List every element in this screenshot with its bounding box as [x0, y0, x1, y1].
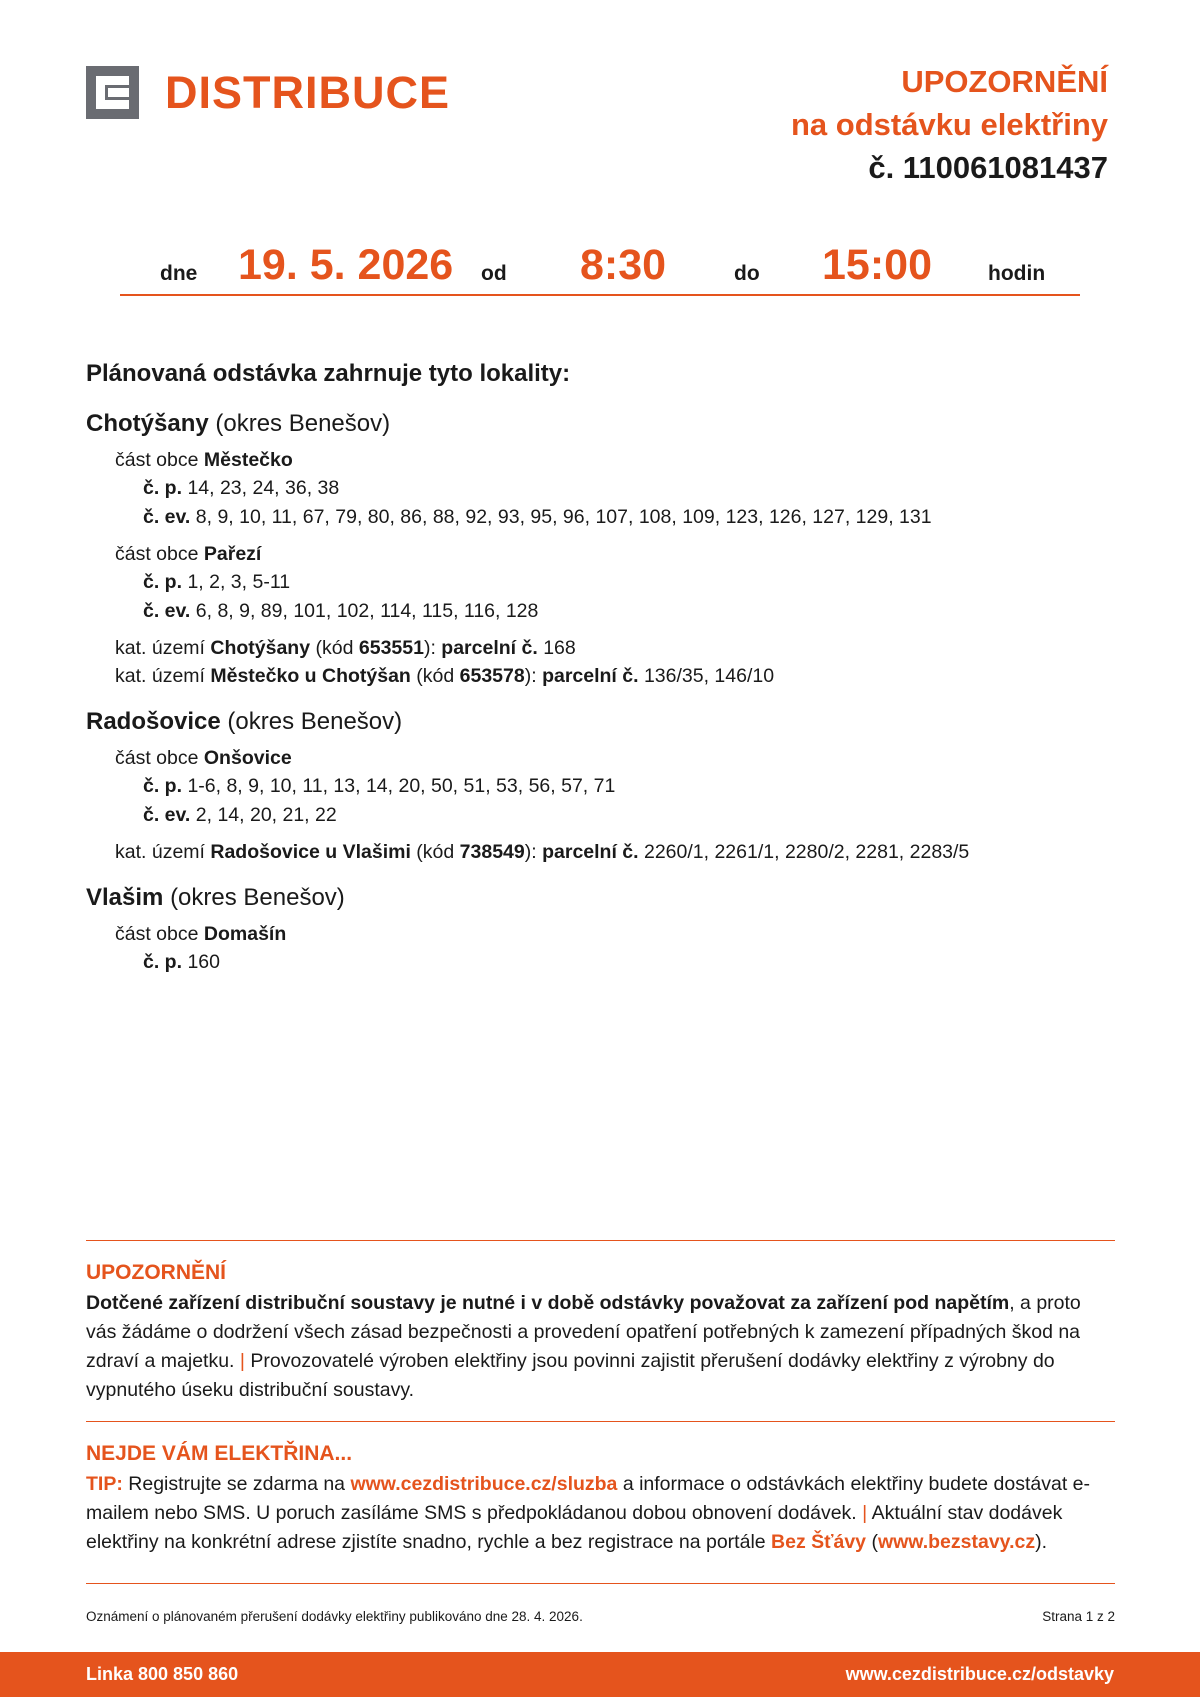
part-name: Pařezí	[203, 543, 262, 565]
locality-district: (okres Benešov)	[227, 708, 403, 735]
dne-label: dne	[160, 262, 198, 285]
cadastral-line: kat. území Radošovice u Vlašimi (kód 738549): parcelní č. 2260/1, 2261/1, 2280/2, 2281, 2283/5	[115, 841, 970, 863]
hodin-label: hodin	[988, 262, 1046, 285]
title-line-2: na odstávku elektřiny	[790, 107, 1108, 142]
start-time: 8:30	[580, 241, 667, 289]
page-number: Strana 1 z 2	[1042, 1609, 1115, 1624]
tip-text: TIP: Registrujte se zdarma na www.cezdistribuce.cz/sluzba a informace o odstávkách elektřiny budete dostávat e-mailem nebo SMS. U poruch zasíláme SMS s předpokládanou dobou obnovení dodávek. | Aktuální stav dodávek elektřiny na konkrétní adrese zjistíte snadno, rychle a bez registrace na portále Bez Šťávy (www.bezstavy.cz).	[86, 1473, 1091, 1553]
locality-name: Vlašim	[86, 884, 164, 911]
do-label: do	[734, 262, 760, 285]
divider	[86, 1421, 1115, 1422]
locality-name: Chotýšany	[86, 410, 209, 437]
cez-logo-icon	[86, 66, 139, 119]
footer-bar	[0, 1652, 1200, 1697]
notice-number: č. 110061081437	[868, 150, 1108, 185]
part-line: část obce Onšovice	[115, 747, 292, 769]
section-heading: Plánovaná odstávka zahrnuje tyto lokality:	[86, 360, 571, 387]
locality-district: (okres Benešov)	[170, 884, 345, 911]
portal-name: Bez Šťávy	[771, 1531, 867, 1553]
title-line-1: UPOZORNĚNÍ	[901, 64, 1108, 99]
footnote	[86, 1609, 1115, 1624]
divider	[86, 1240, 1115, 1241]
warning-title: UPOZORNĚNÍ	[86, 1261, 227, 1284]
od-label: od	[481, 262, 507, 285]
part-line: část obce Pařezí	[115, 543, 262, 565]
cadastral-line: kat. území Městečko u Chotýšan (kód 653578): parcelní č. 136/35, 146/10	[115, 665, 775, 687]
website-link[interactable]: www.cezdistribuce.cz/odstavky	[845, 1664, 1114, 1684]
house-numbers: č. p. 160	[143, 951, 220, 973]
part-name: Městečko	[203, 449, 293, 471]
registry-numbers: č. ev. 8, 9, 10, 11, 67, 79, 80, 86, 88, 92, 93, 95, 96, 107, 108, 109, 123, 126, 127, 129, 131	[143, 506, 932, 528]
registration-link[interactable]: www.cezdistribuce.cz/sluzba	[350, 1473, 618, 1495]
locality-district: (okres Benešov)	[215, 410, 391, 437]
locality-list	[86, 360, 1116, 977]
publication-note: Oznámení o plánovaném přerušení dodávky elektřiny publikováno dne 28. 4. 2026.	[86, 1609, 583, 1624]
locality-title	[86, 410, 1116, 438]
bezstavy-link[interactable]: www.bezstavy.cz	[877, 1531, 1036, 1553]
house-numbers: č. p. 1, 2, 3, 5-11	[143, 571, 291, 593]
company-logo	[86, 66, 450, 119]
locality-title	[86, 708, 1116, 736]
house-numbers: č. p. 1-6, 8, 9, 10, 11, 13, 14, 20, 50, 51, 53, 56, 57, 71	[143, 775, 616, 797]
cadastral-line: kat. území Chotýšany (kód 653551): parcelní č. 168	[115, 637, 576, 659]
locality-title	[86, 884, 1116, 912]
tip-section	[86, 1439, 1116, 1557]
outage-date: 19. 5. 2026	[238, 241, 454, 289]
logo-text: DISTRIBUCE	[165, 67, 451, 118]
part-name: Domašín	[203, 923, 287, 945]
warning-text: Dotčené zařízení distribuční soustavy je nutné i v době odstávky považovat za zařízení pod napětím, a proto vás žádáme o dodržení všech zásad bezpečnosti a provedení opatření potřebných k zamezení případných škod na zdraví a majetku. | Provozovatelé výroben elektřiny jsou povinni zajistit přerušení dodávky elektřiny z výrobny do vypnutého úseku distribuční soustavy.	[86, 1292, 1081, 1401]
warning-section	[86, 1258, 1116, 1405]
registry-numbers: č. ev. 2, 14, 20, 21, 22	[143, 804, 337, 826]
part-name: Onšovice	[203, 747, 292, 769]
registry-numbers: č. ev. 6, 8, 9, 89, 101, 102, 114, 115, 116, 128	[143, 600, 539, 622]
house-numbers: č. p. 14, 23, 24, 36, 38	[143, 477, 340, 499]
locality-name: Radošovice	[86, 708, 221, 735]
part-line: část obce Městečko	[115, 449, 293, 471]
tip-title: NEJDE VÁM ELEKTŘINA...	[86, 1442, 353, 1465]
divider	[86, 1583, 1115, 1584]
end-time: 15:00	[822, 241, 932, 289]
hotline: Linka 800 850 860	[86, 1664, 239, 1684]
outage-schedule	[120, 240, 1080, 296]
notice-title	[791, 60, 1108, 189]
part-line: část obce Domašín	[115, 923, 287, 945]
